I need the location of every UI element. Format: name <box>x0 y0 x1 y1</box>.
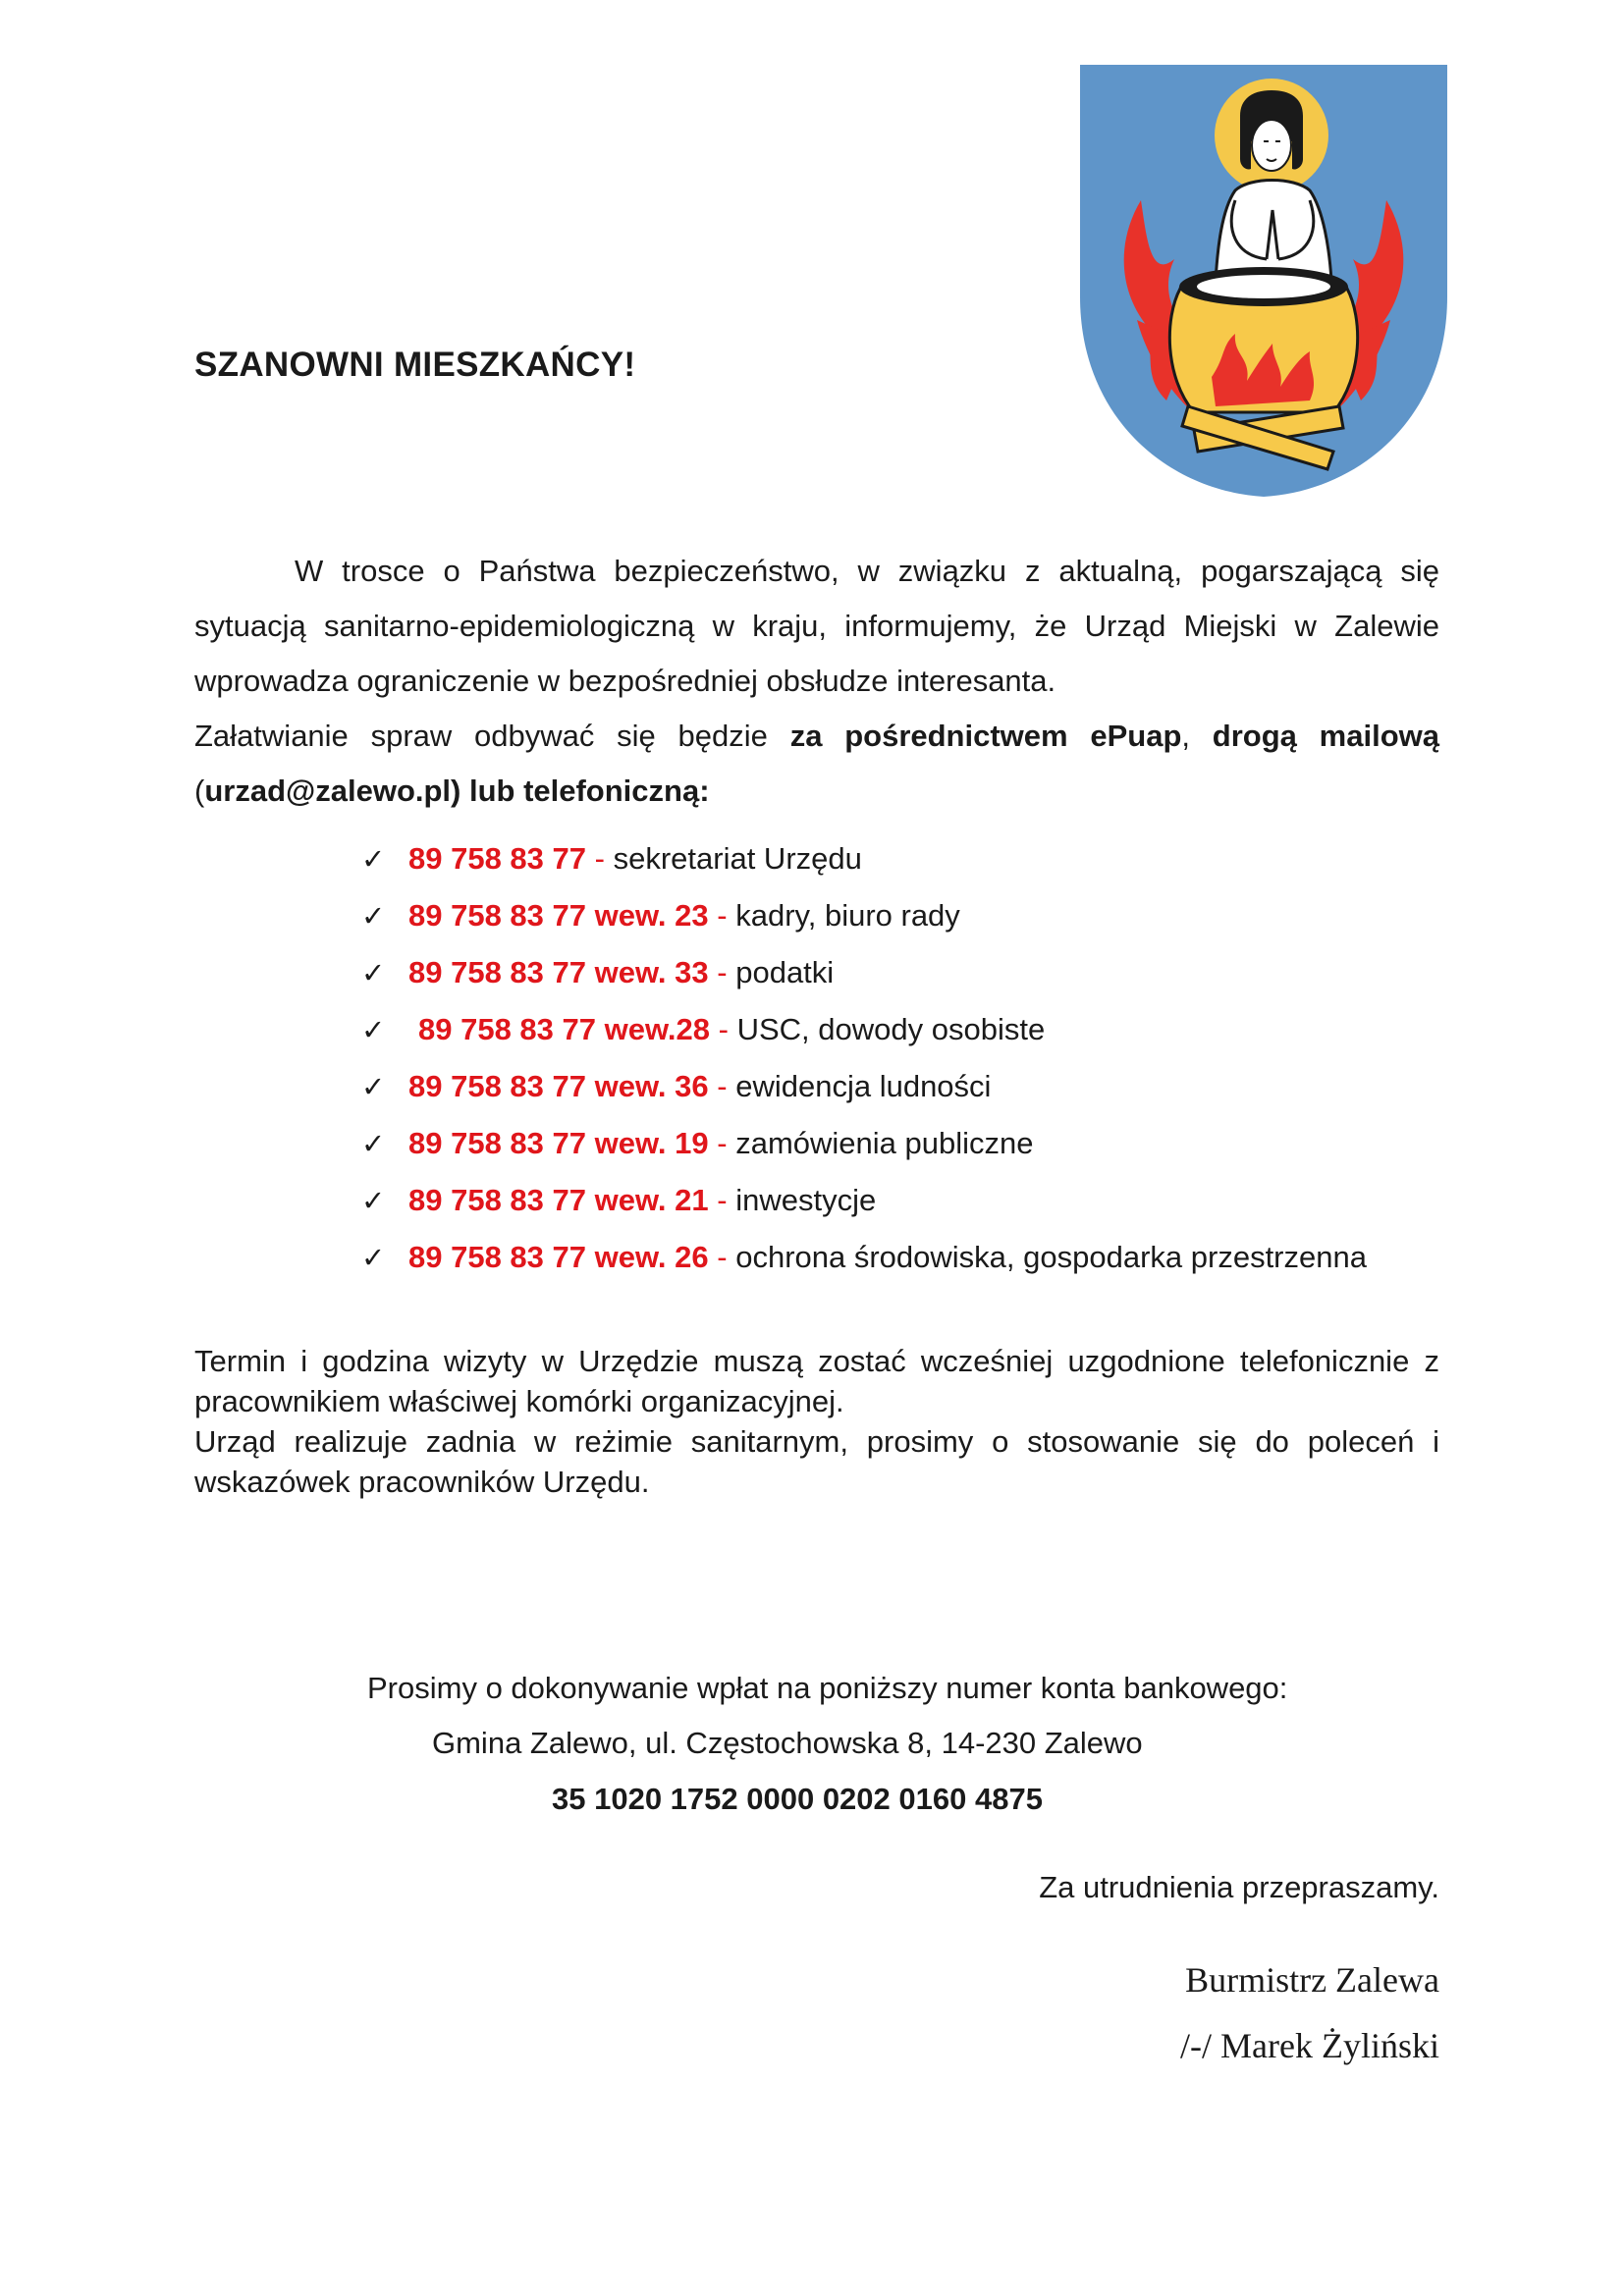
separator: - <box>718 1012 729 1046</box>
signature-name: /-/ Marek Żyliński <box>1180 2026 1439 2065</box>
department-name: inwestycje <box>735 1183 877 1217</box>
epuap-label: za pośrednictwem ePuap <box>789 719 1182 753</box>
department-name: zamówienia publiczne <box>735 1126 1034 1160</box>
phone-number: 89 758 83 77 wew.28 <box>418 1012 711 1046</box>
phone-number: 89 758 83 77 <box>408 841 587 876</box>
phone-number: 89 758 83 77 wew. 19 <box>408 1126 709 1160</box>
contact-methods-paragraph <box>194 709 1439 819</box>
intro-paragraph: W trosce o Państwa bezpieczeństwo, w związku z aktualną, pogarszającą się sytuacją sanitarno-epidemiologiczną w kraju, informujemy, że Urząd Miejski w Zalewie wprowadza ograniczenie w bezpośredniej obsłudze interesanta. <box>194 554 1439 698</box>
bank-address: Gmina Zalewo, ul. Częstochowska 8, 14-230 Zalewo <box>432 1726 1143 1760</box>
phone-number: 89 758 83 77 wew. 36 <box>408 1069 709 1103</box>
separator: - <box>594 841 605 876</box>
separator: - <box>717 1126 728 1160</box>
department-name: kadry, biuro rady <box>735 898 960 933</box>
separator: - <box>717 955 728 989</box>
sanitary-paragraph: Urząd realizuje zadnia w reżimie sanitarnym, prosimy o stosowanie się do poleceń i wskazówek pracowników Urzędu. <box>194 1424 1439 1499</box>
department-name: ochrona środowiska, gospodarka przestrzenna <box>735 1240 1367 1274</box>
contact-list <box>361 830 1367 1286</box>
department-name: podatki <box>735 955 835 989</box>
list-item <box>361 830 1367 887</box>
checkmark-icon: ✓ <box>361 958 386 989</box>
coat-of-arms <box>1078 63 1449 499</box>
bank-account-number: 35 1020 1752 0000 0202 0160 4875 <box>552 1782 1043 1816</box>
separator: - <box>717 898 728 933</box>
separator: - <box>717 1183 728 1217</box>
checkmark-icon: ✓ <box>361 1129 386 1160</box>
list-item <box>361 887 1367 944</box>
phone-number: 89 758 83 77 wew. 23 <box>408 898 709 933</box>
checkmark-icon: ✓ <box>361 901 386 933</box>
separator: - <box>717 1240 728 1274</box>
phone-number: 89 758 83 77 wew. 33 <box>408 955 709 989</box>
list-item <box>361 1058 1367 1115</box>
department-name: ewidencja ludności <box>735 1069 992 1103</box>
list-item <box>361 1172 1367 1229</box>
terms-text <box>194 1341 1439 1502</box>
email-address: urzad@zalewo.pl) lub telefoniczną: <box>204 774 710 808</box>
separator: - <box>717 1069 728 1103</box>
checkmark-icon: ✓ <box>361 1015 386 1046</box>
checkmark-icon: ✓ <box>361 1072 386 1103</box>
apology-text: Za utrudnienia przepraszamy. <box>1039 1870 1439 1904</box>
phone-number: 89 758 83 77 wew. 21 <box>408 1183 709 1217</box>
checkmark-icon: ✓ <box>361 1186 386 1217</box>
signature-title: Burmistrz Zalewa <box>1185 1960 1439 2000</box>
text-span: , <box>1181 719 1213 753</box>
list-item <box>361 944 1367 1001</box>
list-item <box>361 1229 1367 1286</box>
phone-number: 89 758 83 77 wew. 26 <box>408 1240 709 1274</box>
text-span: ( <box>194 774 205 808</box>
intro-text <box>194 544 1439 819</box>
bank-request: Prosimy o dokonywanie wpłat na poniższy numer konta bankowego: <box>367 1671 1288 1705</box>
department-name: sekretariat Urzędu <box>613 841 862 876</box>
page-title: SZANOWNI MIESZKAŃCY! <box>194 346 636 384</box>
checkmark-icon: ✓ <box>361 1243 386 1274</box>
visit-terms-paragraph: Termin i godzina wizyty w Urzędzie muszą zostać wcześniej uzgodnione telefonicznie z pracownikiem właściwej komórki organizacyjnej. <box>194 1344 1439 1418</box>
department-name: USC, dowody osobiste <box>736 1012 1046 1046</box>
email-label: drogą mailową <box>1212 719 1439 753</box>
list-item <box>361 1115 1367 1172</box>
text-span: Załatwianie spraw odbywać się będzie <box>194 719 790 753</box>
checkmark-icon: ✓ <box>361 844 386 876</box>
list-item <box>361 1001 1367 1058</box>
